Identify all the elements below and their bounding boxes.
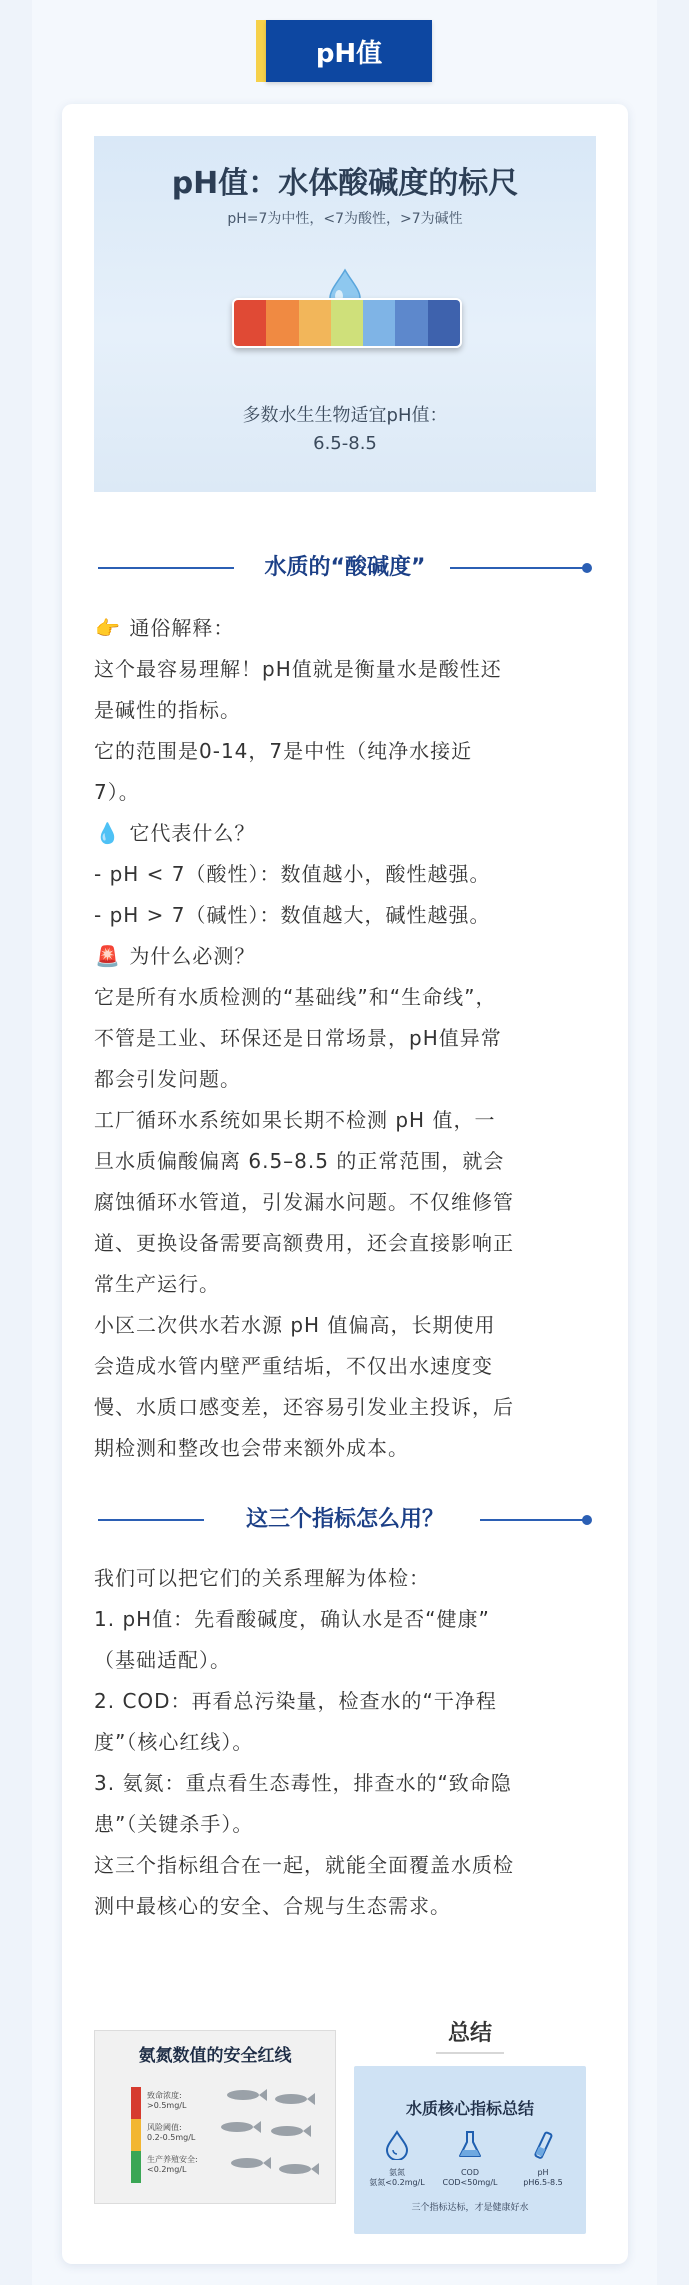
line-text: 它的范围是0-14，7是中性（纯净水接近: [94, 739, 473, 763]
level-label: 致命浓度: >0.5mg/L: [147, 2091, 187, 2110]
line-text: 为什么必测？: [129, 944, 256, 968]
hero-title: pH值：水体酸碱度的标尺: [171, 166, 519, 201]
line-text: - pH < 7（酸性）：数值越小，酸性越强。: [94, 862, 491, 886]
ammonia-level-segment: [131, 2151, 141, 2183]
ammonia-safety-card: [94, 2030, 336, 2204]
summary-card-title: 水质核心指标总结: [405, 2099, 534, 2118]
line-text: 慢、水质口感变差，还容易引发业主投诉，后: [94, 1395, 514, 1419]
line-text: 腐蚀循环水管道，引发漏水问题。不仅维修管: [94, 1190, 514, 1214]
line-text: 不管是工业、环保还是日常场景，pH值异常: [94, 1026, 502, 1050]
line-text: 都会引发问题。: [94, 1067, 241, 1091]
line-text: - pH > 7（碱性）：数值越大，碱性越强。: [94, 903, 491, 927]
line-text: 期检测和整改也会带来额外成本。: [94, 1436, 409, 1460]
header-tab: [256, 20, 432, 82]
line-text: 7）。: [94, 780, 140, 804]
line-text: 小区二次供水若水源 pH 值偏高，长期使用: [94, 1313, 496, 1337]
line-text: 这个最容易理解！pH值就是衡量水是酸性还: [94, 657, 502, 681]
list-item: [94, 813, 598, 854]
line-text: 工厂循环水系统如果长期不检测 pH 值，一: [94, 1108, 496, 1132]
list-item: [94, 936, 598, 977]
ph-color-scale: [232, 298, 462, 348]
divider-dot: [582, 1515, 592, 1525]
test-strip-icon: [530, 2130, 556, 2160]
body-text-ph: [94, 608, 598, 1469]
line-text: 通俗解释：: [129, 616, 235, 640]
ph-scale-segment: [428, 300, 460, 346]
summary-item-label: COD COD<50mg/L: [442, 2168, 498, 2187]
line-text: 1. pH值：先看酸碱度，确认水是否“健康”: [94, 1607, 490, 1631]
section-header-acidity: [98, 550, 592, 586]
line-text: 旦水质偏酸偏离 6.5–8.5 的正常范围，就会: [94, 1149, 505, 1173]
ph-scale-segment: [363, 300, 395, 346]
ph-hero-banner: [94, 136, 596, 492]
level-label: 生产养殖安全: <0.2mg/L: [147, 2155, 198, 2174]
flask-icon: [457, 2130, 483, 2160]
ph-scale-segment: [299, 300, 331, 346]
hero-note-line2: 6.5-8.5: [313, 433, 377, 454]
point-right-icon: 👉: [95, 616, 121, 640]
line-text: 是碱性的指标。: [94, 698, 241, 722]
summary-heading: 总结: [447, 2021, 492, 2046]
body-text-usage: [94, 1558, 598, 1927]
summary-item-ph: [508, 2130, 578, 2188]
line-text: （基础适配）。: [94, 1648, 231, 1672]
line-text: 它是所有水质检测的“基础线”和“生命线”，: [94, 985, 497, 1009]
ammonia-card-title: 氨氮数值的安全红线: [138, 2046, 292, 2066]
line-text: 道、更换设备需要高额费用，还会直接影响正: [94, 1231, 514, 1255]
line-text: 常生产运行。: [94, 1272, 220, 1296]
line-text: 患”（关键杀手）。: [94, 1812, 254, 1836]
droplet-icon: [384, 2130, 410, 2160]
line-text: 会造成水管内壁严重结垢，不仅出水速度变: [94, 1354, 493, 1378]
line-text: 3. 氨氮：重点看生态毒性，排查水的“致命隐: [94, 1771, 512, 1795]
section-header-usage: [98, 1502, 592, 1538]
hero-subtitle: pH=7为中性，<7为酸性，>7为碱性: [227, 211, 463, 227]
line-text: 我们可以把它们的关系理解为体检：: [94, 1566, 430, 1590]
ammonia-level-segment: [131, 2087, 141, 2119]
ph-scale-segment: [395, 300, 427, 346]
ph-scale-segment: [234, 300, 266, 346]
hero-note: [94, 402, 596, 458]
hero-note-line1: 多数水生生物适宜pH值：: [242, 405, 448, 426]
summary-item-label: pH pH6.5-8.5: [523, 2168, 563, 2187]
summary-footer: 三个指标达标，才是健康好水: [411, 2203, 529, 2213]
level-label: 风险阈值: 0.2-0.5mg/L: [147, 2123, 196, 2142]
divider-dot: [582, 563, 592, 573]
divider-line: [450, 567, 586, 569]
ammonia-level-segment: [131, 2119, 141, 2151]
tab-label: pH值: [266, 20, 432, 82]
summary-card: [354, 2066, 586, 2234]
line-text: 度”（核心红线）。: [94, 1730, 254, 1754]
droplet-icon: 💧: [95, 821, 121, 845]
divider-line: [480, 1519, 586, 1521]
ammonia-level-bar: [131, 2087, 141, 2183]
siren-icon: 🚨: [95, 944, 121, 968]
summary-item-label: 氨氮 氨氮<0.2mg/L: [369, 2168, 425, 2187]
line-text: 这三个指标组合在一起，就能全面覆盖水质检: [94, 1853, 514, 1877]
line-text: 它代表什么？: [129, 821, 256, 845]
summary-item-cod: [435, 2130, 505, 2188]
summary-item-ammonia: [362, 2130, 432, 2188]
ph-scale-segment: [266, 300, 298, 346]
section-title: 这三个指标怎么用？: [245, 1507, 444, 1532]
fish-illustration: [213, 2083, 325, 2187]
list-item: [94, 608, 598, 649]
section-title: 水质的“酸碱度”: [264, 555, 426, 580]
summary-underline: [436, 2052, 504, 2054]
line-text: 2. COD：再看总污染量，检查水的“干净程: [94, 1689, 497, 1713]
ph-scale-segment: [331, 300, 363, 346]
line-text: 测中最核心的安全、合规与生态需求。: [94, 1894, 451, 1918]
